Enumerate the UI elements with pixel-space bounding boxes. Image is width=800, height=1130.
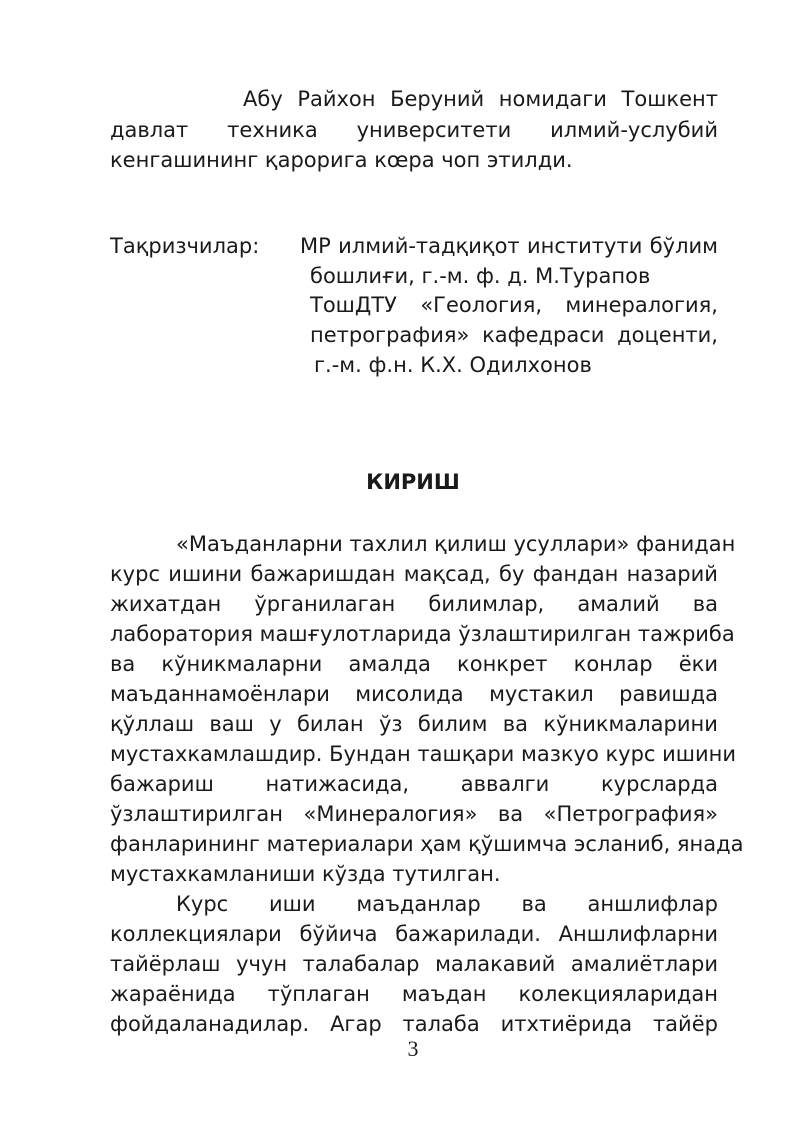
page-number: 3 <box>407 1036 419 1061</box>
body-line-14: коллекциялари бўйича бажарилади. Аншлифларни <box>110 922 718 946</box>
body-line-12: мустахкамланиши кўзда тутилган. <box>110 862 501 886</box>
approval-line-2: давлат техника университети илмий-услубий <box>110 118 718 142</box>
reviewer-line-1: МР илмий-тадқиқот институти бўлим <box>300 234 718 258</box>
body-line-6: маъданнамоёнлари мисолида мустакил равишда <box>110 682 718 706</box>
body-line-2: курс ишини бажаришдан мақсад, бу фандан назарий <box>110 562 718 586</box>
body-line-3: жихатдан ўрганилаган билимлар, амалий ва <box>110 592 718 616</box>
reviewer-line-4: петрография» кафедраси доценти, <box>310 323 718 347</box>
body-line-9: бажариш натижасида, аввалги курсларда <box>110 772 718 796</box>
body-line-10: ўзлаштирилган «Минералогия» ва «Петрография» <box>110 802 718 826</box>
reviewers-label: Тақризчилар: <box>110 234 260 258</box>
reviewer-line-2: бошлиғи, г.-м. ф. д. М.Турапов <box>310 264 651 288</box>
approval-line-1: Абу Райхон Беруний номидаги Тошкент <box>243 87 718 111</box>
approval-line-3: кенгашининг қарорига кœра чоп этилди. <box>110 148 573 172</box>
body-line-8: мустахкамлашдир. Бундан ташқари мазкуо курс ишини <box>110 742 737 766</box>
body-line-4: лаборатория машғулотларида ўзлаштирилган тажриба <box>110 622 735 646</box>
body-line-11: фанларининг материалари ҳам қўшимча эсланиб, янада <box>110 832 744 856</box>
body-line-1: «Маъданларни тахлил қилиш усуллари» фанидан <box>176 532 736 556</box>
body-line-16: жараёнида тўплаган маъдан колекцияларидан <box>110 982 718 1006</box>
body-line-7: қўллаш ваш у билан ўз билим ва кўникмаларини <box>110 712 718 736</box>
reviewer-line-3: ТошДТУ «Геология, минералогия, <box>310 293 718 317</box>
body-line-15: тайёрлаш учун талабалар малакавий амалиётлари <box>110 952 718 976</box>
reviewer-line-5: г.-м. ф.н. К.Х. Одилхонов <box>314 353 592 377</box>
section-title: КИРИШ <box>366 470 460 494</box>
body-line-5: ва кўникмаларни амалда конкрет конлар ёки <box>110 652 718 676</box>
body-line-17: фойдаланадилар. Агар талаба итхтиёрида тайёр <box>110 1012 718 1036</box>
body-line-13: Курс иши маъданлар ва аншлифлар <box>176 892 718 916</box>
